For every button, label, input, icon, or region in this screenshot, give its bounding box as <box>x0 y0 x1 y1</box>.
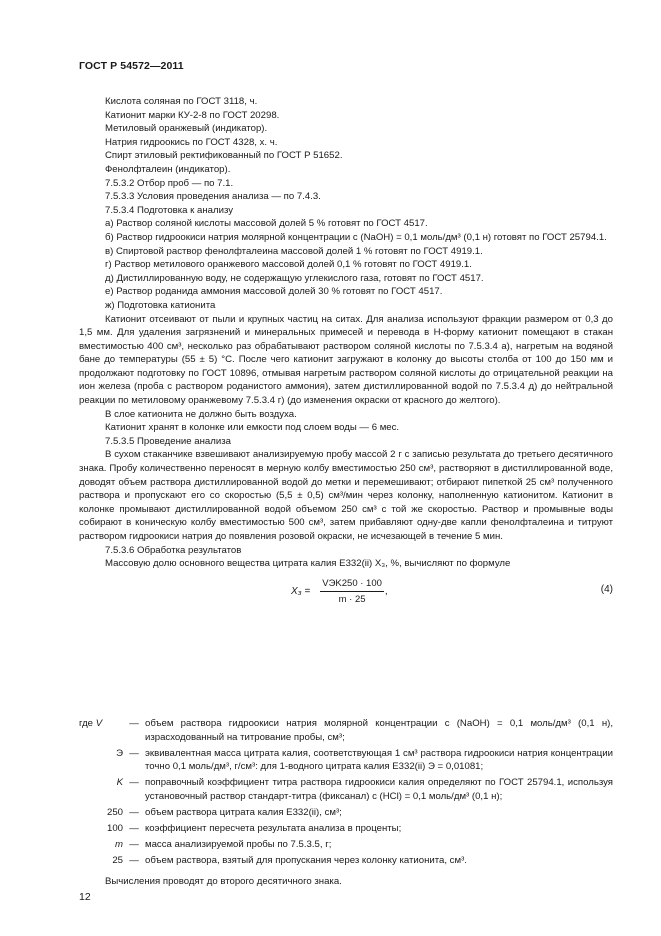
section-heading: 7.5.3.6 Обработка результатов <box>105 544 242 556</box>
paragraph: Фенолфталеин (индикатор). <box>105 163 231 175</box>
paragraph: Натрия гидроокись по ГОСТ 4328, х. ч. <box>105 136 278 148</box>
formula-lhs: X₃ = <box>291 586 311 598</box>
definition-text: эквивалентная масса цитрата калия, соответствующая 1 см³ раствора гидроокиси натрия концентрации точно 0,1 моль/дм³, г/см³: для 1-водного цитрата калия Е332(ii) Э = 0,01081; <box>145 747 613 773</box>
paragraph: В слое катионита не должно быть воздуха. <box>105 408 297 420</box>
definition-dash: — <box>129 777 139 789</box>
definition-text: поправочный коэффициент титра раствора гидроокиси калия определяют по ГОСТ 25794.1, используя установочный раствор стандарт-титра (фиксанал) с (HCl) = 0,1 моль/дм³ (0,1 н); <box>145 777 613 802</box>
section-heading: 7.5.3.5 Проведение анализа <box>105 435 231 447</box>
formula-numerator: VЭK250 · 100 <box>320 577 384 593</box>
definition-symbol: Э <box>116 747 123 759</box>
definitions-list <box>79 717 613 870</box>
paragraph: г) Раствор метилового оранжевого массовой долей 0,1 % готовят по ГОСТ 4919.1. <box>105 259 472 271</box>
paragraph: ж) Подготовка катионита <box>105 299 216 311</box>
definition-item <box>79 776 613 803</box>
definition-text: коэффициент пересчета результата анализа в проценты; <box>145 823 402 835</box>
definition-symbol: где V <box>79 718 103 729</box>
definition-text: объем раствора гидроокиси натрия молярной концентрации с (NaOH) = 0,1 моль/дм³ (0,1 н), израсходованный на титрование пробы, см³; <box>145 718 613 743</box>
definition-item <box>79 854 613 868</box>
body-text <box>79 95 613 609</box>
paragraph: Катионит отсеивают от пыли и крупных частиц на ситах. Для анализа используют фракции размером от 0,3 до 1,5 мм. Для удаления загрязнений и минеральных примесей и перевода в Н-форму катионит помещают в стакан вместимостью 400 см³, несколько раз обрабатывают раствором соляной кислоты по 7.5.3.4 а), нагретым на водяной бане до температуры (55 ± 5) °С. После чего катионит загружают в колонку до высоты столба от 100 до 150 мм и продолжают подготовку по ГОСТ 10896, отмывая нагретым раствором соляной кислоты до отрицательной реакции на ион железа (проба с раствором роданистого аммония), затем дистиллированной водой по 7.5.3.4 д) до нейтральной реакции по метиловому оранжевому 7.5.3.4 г) (до изменения окраски от красного до желтого). <box>79 313 613 407</box>
formula-block <box>79 573 613 609</box>
page-header: ГОСТ Р 54572—2011 <box>79 60 184 72</box>
formula-denominator: m · 25 <box>338 594 366 606</box>
definition-dash: — <box>129 839 139 851</box>
where-label: где <box>79 718 94 729</box>
equation-number: (4) <box>600 583 613 595</box>
paragraph: Кислота соляная по ГОСТ 3118, ч. <box>105 96 258 107</box>
definition-text: объем раствора, взятый для пропускания через колонку катионита, см³. <box>145 855 467 867</box>
definition-text: объем раствора цитрата калия Е332(ii), см³; <box>145 807 342 819</box>
paragraph: Спирт этиловый ректификованный по ГОСТ Р 51652. <box>105 150 343 162</box>
definition-item <box>79 838 613 852</box>
definition-dash: — <box>129 718 139 729</box>
definition-dash: — <box>129 747 139 759</box>
page-number: 12 <box>79 891 91 903</box>
definition-item <box>79 806 613 820</box>
definition-symbol: K <box>116 777 123 789</box>
definition-item <box>79 717 613 744</box>
paragraph: Метиловый оранжевый (индикатор). <box>105 123 268 135</box>
paragraph: Катионит марки КУ-2-8 по ГОСТ 20298. <box>105 109 280 121</box>
paragraph: а) Раствор соляной кислоты массовой долей 5 % готовят по ГОСТ 4517. <box>105 218 428 230</box>
paragraph: е) Раствор роданида аммония массовой долей 30 % готовят по ГОСТ 4517. <box>105 286 443 298</box>
paragraph: б) Раствор гидроокиси натрия молярной концентрации с (NaOH) = 0,1 моль/дм³ (0,1 н) готовят по ГОСТ 25794.1. <box>105 231 607 243</box>
definition-symbol: m <box>115 839 123 851</box>
definition-text: масса анализируемой пробы по 7.5.3.5, г; <box>145 839 332 851</box>
formula-fraction <box>320 577 384 607</box>
definition-item <box>79 747 613 774</box>
paragraph: д) Дистиллированную воду, не содержащую углекислого газа, готовят по ГОСТ 4517. <box>105 272 484 284</box>
definition-dash: — <box>129 807 139 819</box>
definition-item <box>79 822 613 836</box>
paragraph: в) Спиртовой раствор фенолфталеина массовой долей 1 % готовят по ГОСТ 4919.1. <box>105 245 483 257</box>
paragraph: Массовую долю основного вещества цитрата калия Е332(ii) X₃, %, вычисляют по формуле <box>105 558 511 570</box>
final-note: Вычисления проводят до второго десятичного знака. <box>105 876 342 887</box>
definition-symbol: 250 <box>106 807 123 819</box>
definition-symbol: 25 <box>112 855 123 867</box>
section-heading: 7.5.3.3 Условия проведения анализа — по 7.4.3. <box>105 191 321 203</box>
formula-trailing: , <box>384 586 388 598</box>
formula <box>291 577 388 607</box>
definition-dash: — <box>129 823 139 835</box>
section-heading: 7.5.3.4 Подготовка к анализу <box>105 204 234 216</box>
definition-dash: — <box>129 855 139 867</box>
paragraph: В сухом стаканчике взвешивают анализируемую пробу массой 2 г с записью результата до третьего десятичного знака. Пробу количественно переносят в мерную колбу вместимостью 250 см³, растворяют в дистиллированной воде, доводят объем раствора дистиллированной водой до метки и перемешивают; отбирают пипеткой 25 см³ полученного раствора и пропускают его со скоростью (5,5 ± 0,5) см³/мин через колонку, наполненную катионитом. Катионит в колонке промывают дистиллированной водой объемом 250 см³ с той же скоростью. Раствор и промывные воды собирают в коническую колбу вместимостью 500 см³, затем прибавляют одну-две капли фенолфталеина и титруют раствором гидроокиси натрия до появления розовой окраски, не исчезающей в течение 5 мин. <box>79 449 613 542</box>
paragraph: Катионит хранят в колонке или емкости под слоем воды — 6 мес. <box>105 422 400 434</box>
definition-symbol: 100 <box>106 823 123 835</box>
section-heading: 7.5.3.2 Отбор проб — по 7.1. <box>105 177 234 189</box>
